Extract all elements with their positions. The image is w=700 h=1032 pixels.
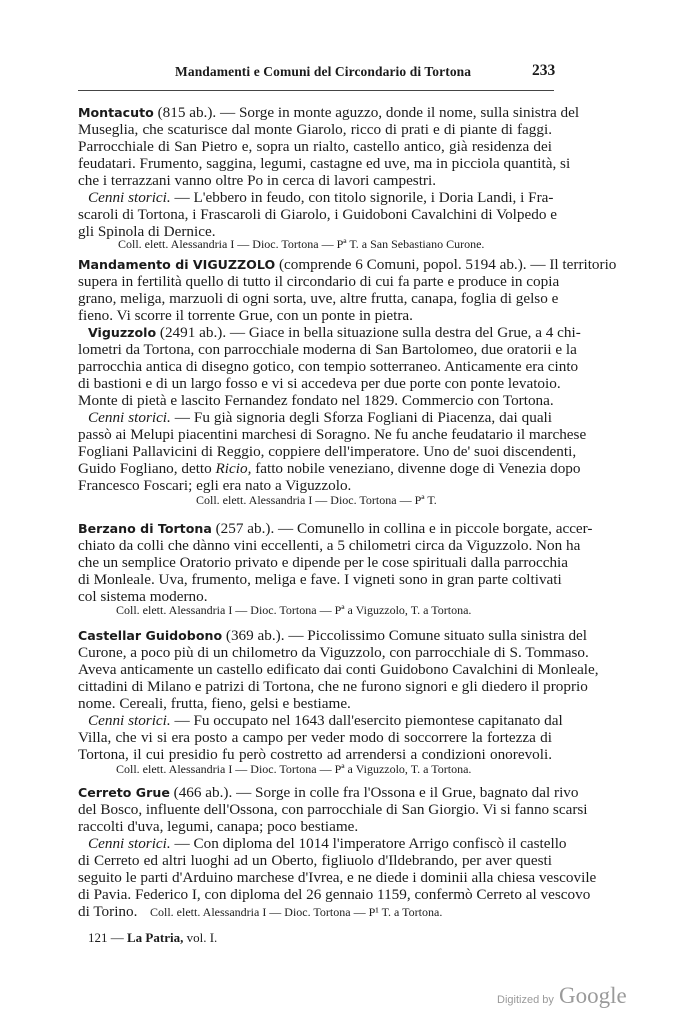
text-span: Ricio, (215, 460, 252, 477)
watermark-brand: Google (558, 983, 627, 1008)
text-line (88, 324, 581, 341)
text-line (78, 256, 617, 273)
text-line: feudatari. Frumento, saggina, legumi, castagne ed uve, ma in picciola quantità, si (78, 155, 571, 172)
text-line: nome. Cereali, frutta, fieno, gelsi e bestiame. (78, 695, 351, 712)
text-line: di bastioni e di un largo fosso e vi si accedeva per due porte con ponte levatoio. (78, 375, 561, 392)
electoral-note: Coll. elett. Alessandria I — Dioc. Tortona — Pª a Viguzzolo, T. a Tortona. (116, 603, 472, 617)
text-line: seguito le parti d'Arduino marchese d'Ivrea, e ne diede i dominii alla chiesa vescovile (78, 869, 597, 886)
text-line: Museglia, che scaturisce dal monte Giarolo, ricco di prati e di piante di faggi. (78, 121, 552, 138)
text-line: parrocchia antica di disegno gotico, con tempio sotterraneo. Anticamente era cinto (78, 358, 579, 375)
text-line: chiato da colli che dànno vini eccellenti, a 5 chilometri circa da Viguzzolo. Non ha (78, 537, 581, 554)
electoral-note: Coll. elett. Alessandria I — Dioc. Tortona — Pª T. a San Sebastiano Curone. (118, 237, 485, 251)
signature-title: La Patria, (127, 930, 184, 945)
text-line: di Torino. (78, 903, 138, 920)
cenni-storici-label: Cenni storici. (88, 712, 171, 729)
text-line: di Pavia. Federico I, con diploma del 26 gennaio 1159, confermò Cerreto al vescovo (78, 886, 591, 903)
text-line (78, 784, 579, 801)
cenni-storici-label: Cenni storici. (88, 189, 171, 206)
text-line: Curone, a poco più di un chilometro da Viguzzolo, con parrocchiale di S. Tommaso. (78, 644, 589, 661)
text-line: Tortona, il cui presidio fu però costretto ad arrendersi a condizioni onorevoli. (78, 746, 552, 763)
text-line: scaroli di Tortona, i Frascaroli di Giarolo, i Guidoboni Cavalchini di Volpedo e (78, 206, 557, 223)
text-line: raccolti d'uva, legumi, canapa; poco bestiame. (78, 818, 359, 835)
printer-signature (88, 930, 217, 946)
text-line (88, 712, 563, 729)
text-line: supera in fertilità quello di tutto il circondario di cui fa parte e produce in copia (78, 273, 560, 290)
cenni-storici-label: Cenni storici. (88, 409, 171, 426)
text-line: cittadini di Milano e patrizi di Tortona, che ne furono signori e gli diedero il proprio (78, 678, 588, 695)
text-line: Villa, che vi si era posto a campo per veder modo di soccorrere la fortezza di (78, 729, 552, 746)
text-line: Francesco Foscari; egli era nato a Viguzzolo. (78, 477, 352, 494)
text-line: che un semplice Oratorio privato e dipende per le cose spirituali dalla parrocchia (78, 554, 569, 571)
text-line: di Monleale. Uva, frumento, meliga e fave. I vigneti sono in gran parte coltivati (78, 571, 562, 588)
text-line: passò ai Melupi piacentini marchesi di Soragno. Ne fu anche feudatario il marchese (78, 426, 587, 443)
electoral-note: Coll. elett. Alessandria I — Dioc. Tortona — Pª T. (196, 493, 437, 507)
text-span: (2491 ab.). — Giace in bella situazione sulla destra del Grue, a 4 chi- (156, 324, 581, 341)
text-line (78, 627, 587, 644)
signature-number: 121 — (88, 930, 124, 945)
text-span: (369 ab.). — Piccolissimo Comune situato sulla sinistra del (222, 627, 587, 644)
text-line: di Cerreto ed altri luoghi ad un Oberto, figliuolo d'Ildebrando, per aver questi (78, 852, 552, 869)
entry-name-viguzzolo: Viguzzolo (88, 325, 157, 340)
text-span: Guido Fogliano, detto (78, 460, 216, 477)
text-line: che i terrazzani vanno oltre Po in cerca di lavori campestri. (78, 172, 437, 189)
google-watermark (497, 983, 627, 1009)
page-number: 233 (532, 62, 556, 79)
text-line: gli Spinola di Dernice. (78, 223, 216, 240)
text-span: — Fu occupato nel 1643 dall'esercito piemontese capitanato dal (170, 712, 563, 729)
entry-name-berzano: Berzano di Tortona (78, 521, 212, 536)
text-line (88, 835, 567, 852)
text-span: fatto nobile veneziano, divenne doge di Venezia dopo (251, 460, 581, 477)
text-line: Monte di pietà e lascito Fernandez fondato nel 1829. Commercio con Tortona. (78, 392, 554, 409)
text-line (88, 189, 552, 206)
electoral-note: Coll. elett. Alessandria I — Dioc. Tortona — Pª a Viguzzolo, T. a Tortona. (116, 762, 472, 776)
text-line: del Bosco, influente dell'Ossona, con parrocchiale di San Giorgio. Vi si fanno scarsi (78, 801, 588, 818)
entry-name-mandamento: Mandamento di VIGUZZOLO (78, 257, 276, 272)
text-span: (815 ab.). — Sorge in monte aguzzo, donde il nome, sulla sinistra del (153, 104, 580, 121)
signature-volume: vol. I. (183, 930, 218, 945)
text-line (78, 104, 580, 121)
text-span: — L'ebbero in feudo, con titolo signorile, i Doria Landi, i Fra- (170, 189, 554, 206)
text-span: — Fu già signoria degli Sforza Fogliani di Piacenza, dai quali (170, 409, 552, 426)
entry-name-montacuto: Montacuto (78, 105, 154, 120)
text-line: Fogliani Pallavicini di Reggio, coppiere dell'imperatore. Uno de' suoi discendenti, (78, 443, 577, 460)
header-rule (78, 90, 554, 91)
text-span: — Con diploma del 1014 l'imperatore Arrigo confiscò il castello (170, 835, 567, 852)
header-title: Mandamenti e Comuni del Circondario di Tortona (175, 64, 472, 79)
electoral-note: Coll. elett. Alessandria I — Dioc. Tortona — P¹ T. a Tortona. (150, 905, 443, 919)
text-line: lometri da Tortona, con parrocchiale moderna di San Bartolomeo, due oratorii e la (78, 341, 577, 358)
text-line (78, 520, 593, 537)
text-span: (comprende 6 Comuni, popol. 5194 ab.). — Il territorio (275, 256, 617, 273)
text-span: (257 ab.). — Comunello in collina e in piccole borgate, accer- (211, 520, 593, 537)
text-span: (466 ab.). — Sorge in colle fra l'Ossona e il Grue, bagnato dal rivo (169, 784, 579, 801)
text-line: col sistema moderno. (78, 588, 208, 605)
entry-name-castellar: Castellar Guidobono (78, 628, 223, 643)
text-line: Aveva anticamente un castello edificato dai conti Guidobono Cavalchini di Monleale, (78, 661, 599, 678)
text-line (88, 409, 552, 426)
text-line: Parrocchiale di San Pietro e, sopra un rialto, castello antico, già residenza dei (78, 138, 552, 155)
cenni-storici-label: Cenni storici. (88, 835, 171, 852)
watermark-prefix: Digitized by (497, 994, 554, 1006)
entry-name-cerreto: Cerreto Grue (78, 785, 170, 800)
text-line: grano, meliga, marzuoli di ogni sorta, uve, altre frutta, canapa, foglia di gelso e (78, 290, 559, 307)
text-line: fieno. Vi scorre il torrente Grue, con un ponte in pietra. (78, 307, 413, 324)
text-line (78, 460, 581, 477)
